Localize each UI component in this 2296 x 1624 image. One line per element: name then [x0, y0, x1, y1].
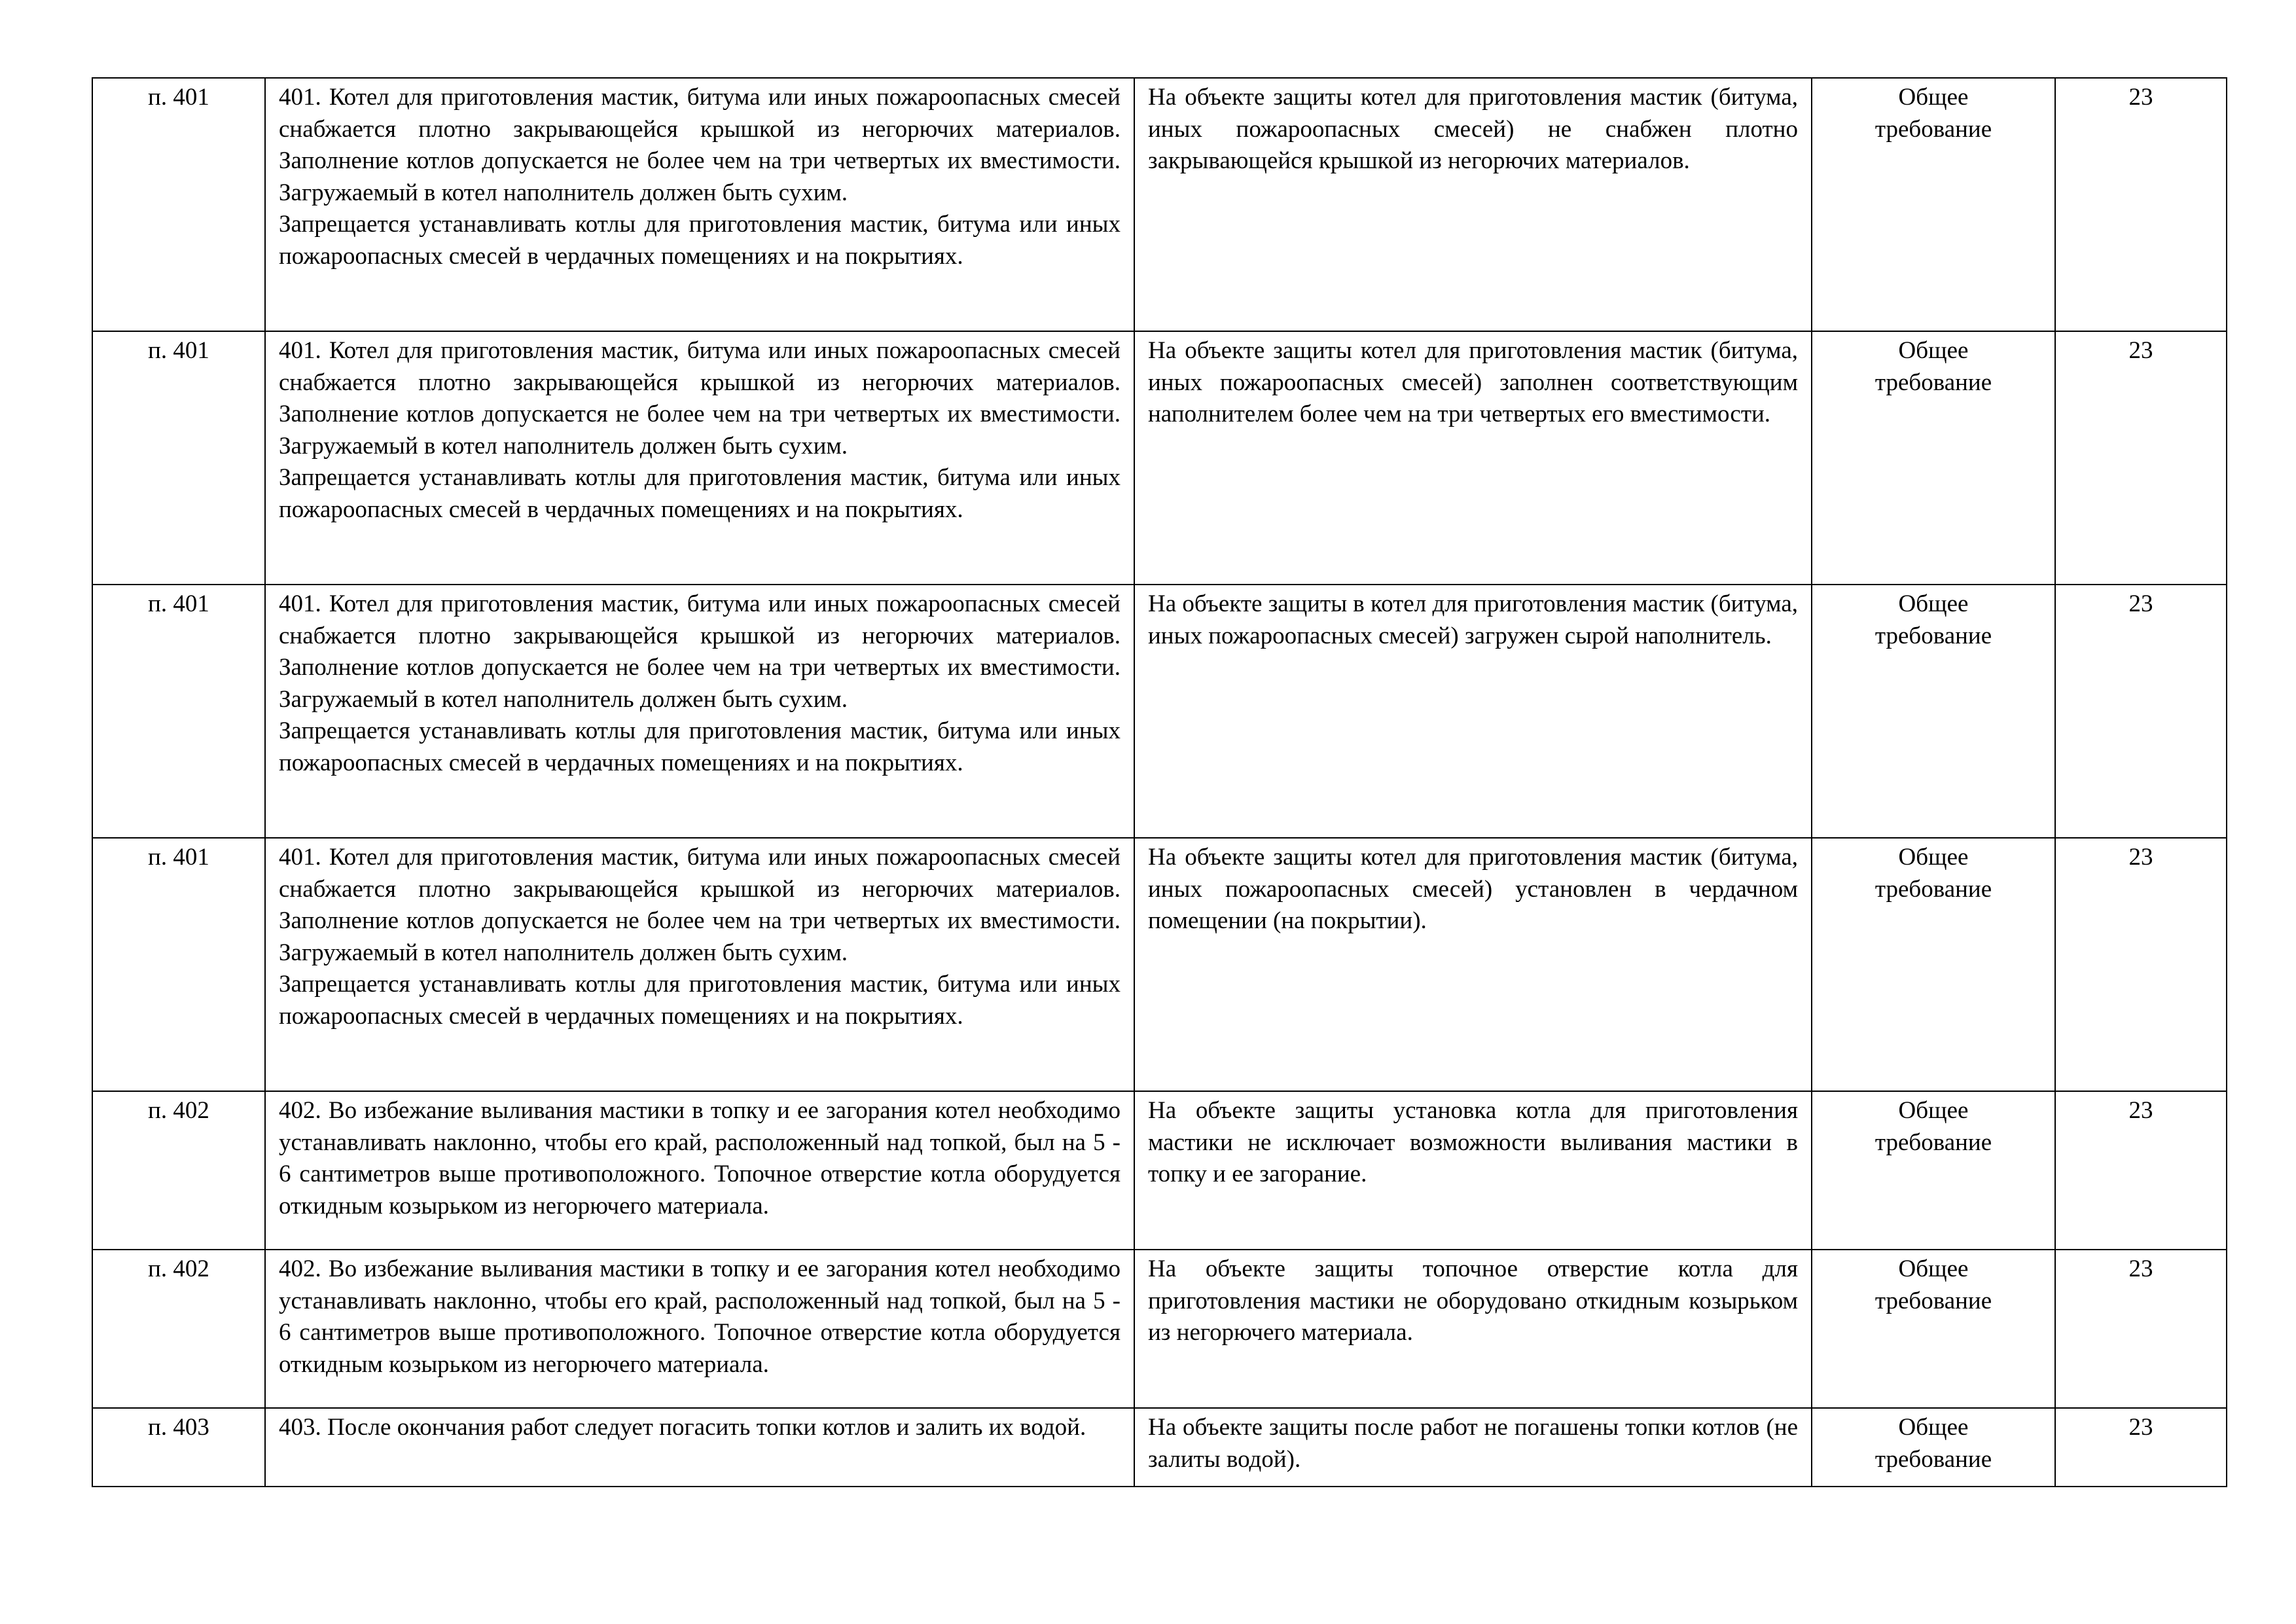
category-line: требование	[1874, 1128, 1992, 1156]
category-line: требование	[1874, 369, 1992, 396]
category-cell	[1812, 838, 2055, 1091]
requirement-text-cell	[265, 78, 1134, 331]
requirement-paragraph: Запрещается устанавливать котлы для приготовления мастик, битума или иных пожароопасных смесей в чердачных помещениях и на покрытиях.	[279, 971, 1121, 1030]
table-row	[92, 331, 2227, 585]
number-cell: 23	[2055, 585, 2227, 838]
clause-ref-cell: п. 401	[92, 585, 265, 838]
table-row	[92, 585, 2227, 838]
clause-ref-cell: п. 402	[92, 1250, 265, 1408]
violation-text-cell: На объекте защиты топочное отверстие котла для приготовления мастики не оборудовано откидным козырьком из негорючего материала.	[1134, 1250, 1812, 1408]
requirement-paragraph: 401. Котел для приготовления мастик, битума или иных пожароопасных смесей снабжается плотно закрывающейся крышкой из негорючих материалов. Заполнение котлов допускается не более чем на три четвертых их вместимости. Загружаемый в котел наполнитель должен быть сухим.	[279, 844, 1121, 966]
clause-ref-cell: п. 401	[92, 78, 265, 331]
table-row	[92, 838, 2227, 1091]
violation-text-cell: На объекте защиты в котел для приготовления мастик (битума, иных пожароопасных смесей) загружен сырой наполнитель.	[1134, 585, 1812, 838]
violation-text-cell: На объекте защиты установка котла для приготовления мастики не исключает возможности выливания мастики в топку и ее загорание.	[1134, 1091, 1812, 1250]
clause-ref-cell: п. 403	[92, 1408, 265, 1487]
requirement-text-cell	[265, 1091, 1134, 1250]
violation-text-cell: На объекте защиты котел для приготовления мастик (битума, иных пожароопасных смесей) не снабжен плотно закрывающейся крышкой из негорючих материалов.	[1134, 78, 1812, 331]
category-line: требование	[1874, 622, 1992, 649]
category-cell	[1812, 585, 2055, 838]
category-line: Общее	[1898, 337, 1969, 364]
clause-ref-cell: п. 401	[92, 331, 265, 585]
number-cell: 23	[2055, 331, 2227, 585]
category-line: требование	[1874, 875, 1992, 903]
table-row	[92, 1408, 2227, 1487]
category-line: Общее	[1898, 84, 1969, 111]
requirement-paragraph: 401. Котел для приготовления мастик, битума или иных пожароопасных смесей снабжается плотно закрывающейся крышкой из негорючих материалов. Заполнение котлов допускается не более чем на три четвертых их вместимости. Загружаемый в котел наполнитель должен быть сухим.	[279, 337, 1121, 460]
requirement-paragraph: 401. Котел для приготовления мастик, битума или иных пожароопасных смесей снабжается плотно закрывающейся крышкой из негорючих материалов. Заполнение котлов допускается не более чем на три четвертых их вместимости. Загружаемый в котел наполнитель должен быть сухим.	[279, 590, 1121, 713]
table-row	[92, 1250, 2227, 1408]
category-line: Общее	[1898, 1097, 1969, 1124]
requirement-text-cell	[265, 838, 1134, 1091]
requirement-paragraph: Запрещается устанавливать котлы для приготовления мастик, битума или иных пожароопасных смесей в чердачных помещениях и на покрытиях.	[279, 211, 1121, 270]
violation-text-cell: На объекте защиты после работ не погашены топки котлов (не залиты водой).	[1134, 1408, 1812, 1487]
violation-text-cell: На объекте защиты котел для приготовления мастик (битума, иных пожароопасных смесей) заполнен соответствующим наполнителем более чем на три четвертых его вместимости.	[1134, 331, 1812, 585]
category-line: Общее	[1898, 590, 1969, 617]
category-line: Общее	[1898, 844, 1969, 871]
requirement-text-cell	[265, 331, 1134, 585]
requirement-paragraph: 402. Во избежание выливания мастики в топку и ее загорания котел необходимо устанавливать наклонно, чтобы его край, расположенный над топкой, был на 5 - 6 сантиметров выше противоположного. Топочное отверстие котла оборудуется откидным козырьком из негорючего материала.	[279, 1097, 1121, 1219]
number-cell: 23	[2055, 838, 2227, 1091]
table-row	[92, 78, 2227, 331]
category-line: Общее	[1898, 1255, 1969, 1282]
violation-text-cell: На объекте защиты котел для приготовления мастик (битума, иных пожароопасных смесей) установлен в чердачном помещении (на покрытии).	[1134, 838, 1812, 1091]
category-cell	[1812, 1091, 2055, 1250]
clause-ref-cell: п. 401	[92, 838, 265, 1091]
requirement-text-cell	[265, 1408, 1134, 1487]
category-line: требование	[1874, 1445, 1992, 1473]
number-cell: 23	[2055, 78, 2227, 331]
table-row	[92, 1091, 2227, 1250]
number-cell: 23	[2055, 1250, 2227, 1408]
requirements-table	[92, 77, 2227, 1487]
category-line: требование	[1874, 115, 1992, 143]
number-cell: 23	[2055, 1091, 2227, 1250]
requirement-text-cell	[265, 585, 1134, 838]
category-cell	[1812, 78, 2055, 331]
requirement-text-cell	[265, 1250, 1134, 1408]
category-cell	[1812, 1408, 2055, 1487]
requirement-paragraph: Запрещается устанавливать котлы для приготовления мастик, битума или иных пожароопасных смесей в чердачных помещениях и на покрытиях.	[279, 717, 1121, 776]
requirement-paragraph: 403. После окончания работ следует погасить топки котлов и залить их водой.	[279, 1414, 1086, 1441]
requirement-paragraph: 402. Во избежание выливания мастики в топку и ее загорания котел необходимо устанавливать наклонно, чтобы его край, расположенный над топкой, был на 5 - 6 сантиметров выше противоположного. Топочное отверстие котла оборудуется откидным козырьком из негорючего материала.	[279, 1255, 1121, 1378]
category-line: Общее	[1898, 1414, 1969, 1441]
requirement-paragraph: Запрещается устанавливать котлы для приготовления мастик, битума или иных пожароопасных смесей в чердачных помещениях и на покрытиях.	[279, 464, 1121, 523]
number-cell: 23	[2055, 1408, 2227, 1487]
clause-ref-cell: п. 402	[92, 1091, 265, 1250]
category-cell	[1812, 1250, 2055, 1408]
requirement-paragraph: 401. Котел для приготовления мастик, битума или иных пожароопасных смесей снабжается плотно закрывающейся крышкой из негорючих материалов. Заполнение котлов допускается не более чем на три четвертых их вместимости. Загружаемый в котел наполнитель должен быть сухим.	[279, 84, 1121, 206]
category-line: требование	[1874, 1287, 1992, 1314]
category-cell	[1812, 331, 2055, 585]
